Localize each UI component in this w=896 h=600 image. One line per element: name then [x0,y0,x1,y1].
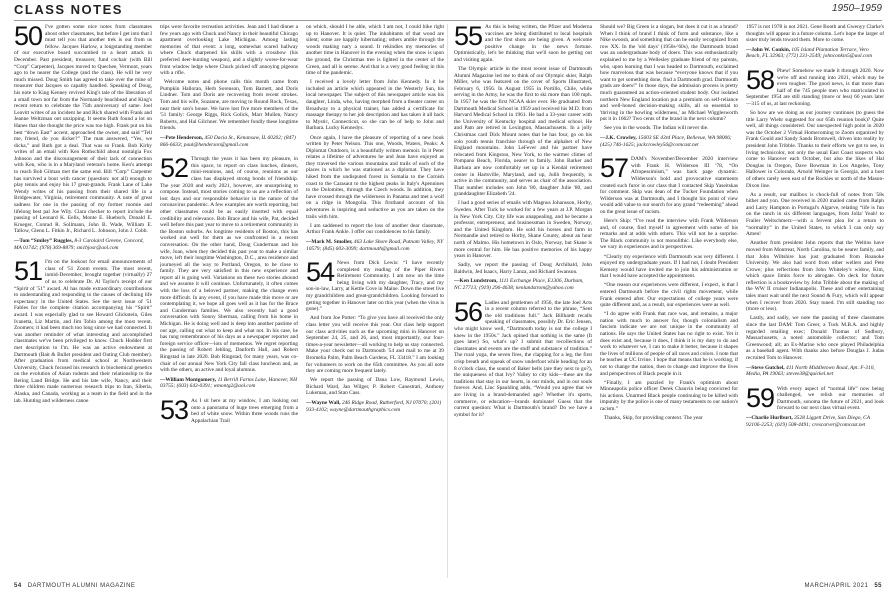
note-paragraph: See you in the woods. The Indian will never die. [604,125,709,132]
note-paragraph: And from Joe Potter: “To give you have all received the only class letter you will receive this year. Our class help support our class activities such as the upcoming mini in Hanover on September 24, 25, and 26, and, most importantly, our four-times-a-year newsletter—all working to help us stay connected. Make your check out to Dartmouth '54 and mail to me at 39 Bromelia Palm, Palm Beach Gardens, FL 33418.” I am looking for volunteers to work on the 65th committee. As you all note they are coming more frequent lately. [306,315,444,375]
note-paragraph: Welcome notes and phone calls this month came from Pumpkin Halloran, Herb Sorenson, Tom Barnett, and Doris Lindner. Tom and Doris are recovering from recent strokes. Tom and his wife, Suzanne, are moving to Round Rock, Texas, near their son's house. We have lost five more members of the '51 family: George Riggs, Rick Golick, Marr Mullen, Nancy Roberts, and Hal Gilchner. We remember fondly these longtime friends. [160,79,298,132]
note-paragraph: trips were favorite recreation activities. Jean and I had dinner a few years ago with Chuck and Nancy in their beautiful Chicago apartment overlooking Lake Michigan. Among lasting memories of that event: a long, somewhat scared hallway where Chuck sharpened his skills with a crossbow (his preferred deer-hunting weapon), and a slightly worse-for-wear front window ledge where Chuck picked off annoying pigeons with a rifle. [160,24,298,77]
note-paragraph: As this is being written, the Pfizer and Moderna vaccines are being distributed to local hospitals and the first shots are being given. A welcome positive change in the news fortune. Optimistically, let's be thinking that we'll soon be getting out and visiting again. [454,24,592,63]
correspondent-name: —Wayne Wall, [306,399,341,406]
note-paragraph: The Olympic article in the most recent issue of Dartmouth Alumni Magazine led me to think of our Olympic skier, Ralph Miller, who was featured on the cover of Sports Illustrated, February 6, 1956. In August 1955 in Portillo, Chile, while serving in the Army, he was the first to ski more than 100 mph. In 1957 he was the first NCAA skier ever. He graduated from Dartmouth Medical School in 1959 and received his M.D. from Harvard Medical School in 1961. He had a 33-year career with the University of Kentucky hospital and medical school. He and Pam are retired in Lexington, Massachusetts. In a jolly Christmas card Dick Mount notes that he has four, go on his solo youth tennis franchise through of the alphabet of New England mountains. John LeFever and his partner have relocated from Kingston, New York, to the warmer climes of Pompano Beach, Florida, nearer to family. John Barker and Barbara are now comfortably set up in a Kendal retirement center in Hartsville, Maryland, and up, Julih frequently, is active in the community, and serves as chair of the association. That number includes son John '80, daughter Julie '80, and granddaughter Elizabeth '24. [454,66,592,198]
class-numeral-51: 51 [14,256,43,287]
note-paragraph: I received a lovely letter from John Kennedy. In it he included an article which appeared in the Westerly Sun, his local newspaper. The subject of this newspaper article was his daughter, Linda, who, having morphed from a theater career on Broadway to a physical trainer, has added a certificate for massage therapy to her job description and has taken it all back to Mystic, Connecticut, so she can be of help to John and Barbara. Lucky Kennedys. [306,79,444,132]
note-paragraph: “Clearly my experience with Dartmouth was very different. I enjoyed my undergraduate years. If I had not, I doubt President Kemeny would have invited me to join his administration or that I would have accepted the appointment. [600,253,738,280]
correspondent-name: —J.K. Crowley, [600,135,637,141]
correspondent-name: —Pete Henderson, [160,135,204,141]
column-4 [454,24,592,579]
correspondent-address: 105 Island Plantation Terrace, Vero Beach, FL 32963; (772) 231-2549; johnconkin5@aol.com [746,46,872,60]
correspondent-name: —Charlie Hurlburt, [746,415,793,422]
note-paragraph: I am saddened to report the loss of another dear classmate, Arthur Frank Ankle. I offer our condolences to his family. [306,222,444,236]
correspondent-address: 246 Ridge Road, Rutherford, NJ 07070; (201) 933-4102; wayne@dartmouthgraphics.com [306,399,442,413]
issue-date: MARCH/APRIL 2021 [804,583,869,589]
correspondent-name: —Tom “Smiley” Ruggles, [14,238,73,244]
correspondent-address: 411 North Middletown Road, Apt. F-310, Media, PA 19063; stevee38@quickel.net [746,364,875,378]
note-paragraph: Sadly, we report the passing of Doug Archibald, John Baldwin, Jed Isaacs, Harry Lanza, and Richard Swanson. [454,262,592,275]
correspondent-signature [160,377,298,390]
column-2 [160,24,298,579]
note-paragraph: As I sit here at my window, I am looking out onto a panorama of huge trees emerging from a bed of white snow. Within three woods runs the Appalachian Trail [191,397,298,424]
note-paragraph: I'm on the lookout for email announcements of class of '51 Zoom events. The most recent, inmid-December, brought together (virtually) 27 of us to celebrate Dr. Al Taylor's receipt of our “Spirit of '51” award. Al has made extraordinary contributions to understanding and responding to the causes of declining life expectancy in the United States. See the next issue of '51 Fables for the complete citation accompanying his “Spirit” award. I was especially glad to see Howard Glickstein, Giles Ivanetta, Liz Martin, and Jim Tobin among the most recent. Zoomers; it had been much too long since we had connected. It was another reminder of what interesting and accomplished classmates we've been privileged to know. Chuck Hodder first met description to I'm. He was an active endowment at Dartmouth (Bait & Bullet president and Outing Club member). After graduation from medical school at Northwestern University, Chuck focused his research in biochemical genetics on the evolution of Asian rodents and their relationship to the Bering Land Bridge. He and his late wife, Nancy, and their three children made numerous research trips to Iran, Siberia, Alaska, and Canada, working as a team in the field and in the lab. Hunting and wilderness canoe [14,259,152,404]
column-5 [600,24,738,579]
correspondent-signature [454,278,592,291]
note-paragraph: As a result, our mailbox is chock-full of notes from '58s hither and yon. One received in 2020 mailed came from Ralph and Larry Hampton in Portugal's Algarve, relating “life is fun on the ranch in six different languages, from Jolla' Yeah! to Frailer Weltschmerz—with a fervent plea for a return to “normality” in the United States, to which I can only say Amen! [746,191,884,238]
correspondent-address: 11 Berrill Farms Lane, Hanover, NH 03755; (603) 643-0391; wmontg2@aol.com [160,376,297,390]
note-paragraph: Lastly, and sadly, we note the passing of three classmates since the last DAM: Tom Greer, a Tuck M.B.A. and highly regarded retailing exec; Donald Thomas of Sudbury, Massachusetts, a noted automobile collector; and Tom Greenwood; all; an Ex-Marine who once played Philadelphia as a baseball agent. With thanks also before Douglas J. Judas recruited Tom to Hanover. [746,315,884,361]
class-numeral-57: 57 [600,153,629,184]
correspondent-signature [746,415,884,428]
column-3 [306,24,444,579]
note-paragraph: Phew! Somehow we made it through 2020. Now we're off and running into 2021, which may be even tougher. The good news, is that more than half of the 745 people men who matriculated in September 1954 are still standing (more or less) 66 years later—315 of us, at last reckoning. [746,67,884,107]
class-numeral-58: 58 [746,64,775,95]
correspondent-address: 450 Dacia St., Kenansaw, IL 60202; (847) 866-6633; paul@henderson@gmail.com [160,135,296,148]
class-numeral-52: 52 [160,153,189,184]
note-paragraph: We report the passing of Dana Low, Raymond Lewis, Richard Ward, Jan Wilger, P. Robert Canestrari, Anthony Lukeman, and Stan Cass. [306,377,444,397]
page-gutter [447,24,448,578]
magazine-name: DARTMOUTH ALUMNI MAGAZINE [27,583,136,589]
note-paragraph: Ladies and gentlemen of 1956, the late Joel Acts in a recent column referred to the phrase, “Sent the old traditions full.” Jack Billhardt recalls speaking of classmates, possibly Dr. Eric Jensen, who might know well, “Dartmouth today is not the college I knew in the 1950s.” Jack opined that nothing is the same (It goes later) So, what's up? I submit that recollections of classmates and events are the stuff and substance of tradition.” The rural yoga, the seven fires, the clapping for a leg, the first crisp breath and squeak of snow underfoot while heading for an 8 o'clock class, the sound of Baker bells (are they next to go?), the uniqueness of that Ivy? Valley to city kids—these are the traditions that stay in our hearts, in our minds, and in our souls forever. And, Linc Spaulding adds, “Would you agree that we are living in a brand-demanded age? Whether it's sports, commerce, or education—brands dominate! Guess that the current question: What is Dartmouth's brand? Do we have a symbol for it? [454,299,592,418]
note-paragraph: So how are we doing as our journey continues (to guess the title Larry Wiehr suggested for our 65th reunion book)? Quite well, all things considered. Our unexpected high point in 2020 was the October 2 Virtual Homecoming to Zoom organized by Frank Gould and Sandy Sands Bromwell, driven into reality by president John Tribble. Thanks to their efforts we got to see, in living technicolor, not only the usual East Coast suspects who come to Hanover each October, but also the likes of Hal Douglas in Oregon, Dave Bowman in Los Angeles, Tony Hallower in Colorado, Arnold Weinger in Georgia, and a host of others rarely seen east of the Rockies or north of the Mason-Dixon line. [746,110,884,189]
note-paragraph: Thanks, Skip, for providing context. The year [604,415,703,422]
note-paragraph: News from Dick Lewis: “I have recently completed my reading of the Piper Rivers Retirement Community. I am now on the time being living with my daughter, Tracy, and my son-in-law, Larry, at Kettle Cove in Maine. Down the street live my grandchildren and great-grandchildren. Looking forward to getting together in Hanover later on this year (when the virus is gone).” [306,260,444,313]
class-year-range: 1950–1959 [831,3,882,14]
correspondent-signature [600,135,738,148]
correspondent-name: —Mark M. Smoller, [306,238,353,245]
right-page-number: 55 [874,583,882,589]
correspondent-signature [306,239,444,252]
note-paragraph: on which, should I be able, which I am not, I could hike right up to Hanover. It is quiet. The inhabitants of that wood are silent; some are happily hibernating; others amble through the woods making nary a sound. It rekindles my memories of another time in Hanover in the evening when the snow is upon the ground, the Christmas tree is lighted in the center of the Green, and all is serene. And that is a very good feeling in this time of the pandemic. [306,24,444,77]
class-numeral-55: 55 [454,24,483,51]
correspondent-address: 8-3 Carolaird Greene, Concord, MA 01742; (978) 369-8879; sm1bjosr@aol.com [14,238,144,251]
note-paragraph: “I do agree with Frank that race was, and remains, a major nation with much to answer for, though colonialism and fascism indicate we are not unique in the community of nations. He says the United States has no right to exist. Yet it does exist and, because it does, I think it is my duty to do and work to whatever we, I can to make it better, because it shapes the lives of millions of people of all races and colors. I note that he teaches at UC Irvine. I hope that means that he is working, if not to change the nation, then to change and improve the lives and perspectives of Black people in it. [600,311,738,377]
note-paragraph: With every aspect of “normal life” now being challenged, we relish our memories of Dartmouth, sonoma the future of 2021, and look forward to our next class virtual event. [777,385,884,412]
correspondent-address: 15603 SE 43rd Place, Bellevue, WA 98006; (425) 746-1625; jackcrowley56@comcast.net [600,135,732,148]
left-page-number: 54 [14,583,22,589]
note-paragraph: I've gotten some nice notes from classmates about other classmates, but before I get into that I must tell you that another trek is out from us fellow. Jacques Harlow, a longstanding member of our executive board succumbed to a heart attack in December. Past president, treasurer, fund cochair (with Bill “Corp” Carpenter), Jacques moved to Quechee, Vermont, years ago to be nearer the College (and the class). He will be very much missed. Doug Smith has agreed to take over the mine of treasurer that Jacques so capably handled. Speaking of Doug, his note to King Kenney revived King's tale of the liberation of a small town not far from the Normandy beachhead and King's recent return to celebrate the 75th anniversary of same. Joel Leavitt writes of an incident he and Rich shared with Frank and Jeanne Weltzman ont unzipping. It seems Ruth found a lot on Hanes that she thought the price was too high. Frank put on his best “down East” accent, approached the owner, and said “Tell me, friend, do you dicker?” The man answered, “Yes, we dicka,” and Ruth got a deal. That was so Frank. Bob Kirby writes of an email with Ken Rothschild about nostalgia Fox Johnson and the discouragement of their lack of connection with Ken, who is in a Maryland veteran's home. Ken's attempt to reach Bob Gilman met the same end. Bill “Corp” Carpenter has survived a bout with cancer (question: not all) enough to play tennis and enjoy his 17 great-grands. Frank Lane of Lake Wendy writes of his passing from their shared life in a Bridgewater, Virginia, retirement community. A note of great sadness for one in the passing of my former roomie and lifelong best pal Joe Wily. Clara checker to report include the passing of Leonard K. Eells, Monte E. Huebsch, Donald E. Krueger, Conrad R. Sollmann, John B. Wade, William E. Tallow, Glenn L. Fitkin Jr., Richard L. Johnson, John J. Cobb. [14,24,152,235]
header-rule [14,20,882,21]
note-paragraph: Another from president John reports that the Weltins have moved from Montreat, North Carolina, to be nearer family, and that John Wiltshire has just graduated from Roanoke University. We also had word from other wellers and Pete Crowe; plus reflections from John Whiteley's widow, Kim, which space limits force to abrogate. On deck for future reflection is a bookreview by John Tribble about the making of the WW II cruiser Indianapolis. These and other entertaining tales must wait until the next Sound & Fury, which will appear when I recover from 2020. Stay tuned. I'm still standing too (more or less). [746,240,884,313]
correspondent-signature [306,400,444,413]
column-1 [14,24,152,579]
class-numeral-59: 59 [746,382,775,413]
correspondent-name: —Steve Gutchel, [746,364,785,371]
note-paragraph: “Finally, I am puzzled by Frank's optimism about Minneapolis police officer Derek Chauvin being convicted for his actions. Unarmed Black people continuing to be killed with impunity by the police is one of many testaments to our nation's racism.” [600,379,738,413]
note-paragraph: “One reason our experiences were different, I expect, is that I entered Dartmouth before the civil rights movement, while Frank entered after. Our expectations of college years were quite different and, as a result, our experiences were as well. [600,282,738,309]
note-paragraph: Here's Skip: “I've read the interview with Frank Wilderson and, of course, find myself in agreement with some of his remarks and at odds with others. This will not be a surprise. The Black community is not monolithic. Like everybody else, we vary in experiences and in perspectives. [600,218,738,251]
note-paragraph: 1957 is not 1978 is not 2021. Gene Booth and Gwenyy Clarke's thoughts will appear in a future column. Let's hope the larger of sister truly lends toward them. More to come. [746,24,884,44]
correspondent-name: —Ken Lundstrom, [454,278,498,285]
class-numeral-53: 53 [160,394,189,425]
note-paragraph: Through the years it has been my pleasure, in this space, to report on class lunches, dinners, mini-reunions, and, of course, reunions as our class has displayed strong bonds of friendship. The year 2020 and early 2021, however, are unsurprising to compose. Instead, most stories coming to us are a reflection of lost days and our responsible behavior in the nature of the coronavirus pandemic. A few examples are worth reporting, but other classmates could be as easily inserted with equal credibility and relevance. Bob Brace and his wife, Pat, decided well before this past year to move to a retirement community in the Boston suburbs. As longtime residents of Boston, this has worked out well for them as we confronted in a recent conversation. On the other hand, Doug Cunderman and his wife, Joan, when they decided this past year to make a similar move, left their longtime Washington, D.C., area residence and journeyed all the way to Portland, Oregon, to be close to family. They are very satisfied in this new experience and report all is going well. Variations on these two stories abound and we assume it will continue. Unfortunately, it often comes with the loss of a beloved partner, making the change even more difficult. In any event, if you have made this move or are contemplating it, we hope all goes well as it has for the Brace and Cunderman families. We also recently had a good conversation with Sonny Sherman, calling from his home in Michigan. He is doing well and is deep into another pastime of our age, calling out what to keep and what not. In his case, he has rung remembrance of his days as a newspaper reporter and foreign service officer—lots of mementos. We regret reporting the passing of Robert Jebling, Danforth Hall, and Robert Ringstad in late 2020. Bob Ringstad, for many years, was co-chair of our annual New York City fall class luncheon and, as with the others, an active and loyal alumnus. [160,156,298,374]
correspondent-signature [746,47,884,60]
right-page-footer [805,583,883,589]
correspondent-address: 463 Lake Shore Road, Putnam Valley, NY 10579; (845) 603-3099; dartmouth@gmail.com [306,238,444,252]
note-paragraph: I had a good series of emails with Magnus Johansson, Horby, Sweden. After Tuck he worked for a few years at J.P. Morgan in New York City. City life was unappealing, and he became a professor, entrepreneur, and businessman in Sweden, Norway, and the United Kingdom. He sold his horses and farm in Normandie and retired to Horby, Skane County, about an hour north of Malmo. His hometown in Oslo, Norway, but Skane is more central for him. He has positive memories of his happy years in Hanover. [454,200,592,260]
column-6 [746,24,884,579]
correspondent-address: 3528 Liggett Drive, San Diego, CA 92106-2253; (619) 508-4491; crescarver@comcast.net [746,415,870,428]
correspondent-signature [14,238,152,251]
class-numeral-56: 56 [454,296,483,327]
left-page-footer [14,583,135,589]
note-paragraph: Once again, I have the pleasure of reporting of a new book written by Peter Nelson. This one, Woods, Waters, Peaks: A Diplomat Outdoors, is a beautifully written memoir. In it Peter relates a lifetime of adventures he and Jean have enjoyed as they traversed the various mountains and trails of each of the places in which he was stationed as a diplomat. They have hiked from the undisputed forest in Somalia to the Cornish coast to the Carasaut to the highest peaks in Italy's Apennines to the Dolomites, through the Czech woods. In addition, they have crossed through the wilderness in Panama and met a wolf on a ridge in Mongolia. This firsthand account of his adventures is inspiring and seductive as you are taken on the trails with him. [306,134,444,220]
correspondent-name: —William Montgomery, [160,376,217,383]
correspondent-signature [160,135,298,148]
note-paragraph: DAM's November/December 2020 interview with Frank H. Wilderson III '78, “On Afropessimism,” was back page dynamic. Wilderson's bold and provocative statements created such furor in our class that I contacted Skip Yaseitskas for comment. Skip was dean of the Tucker Foundation when Wilderson was at Dartmouth, and I thought his point of view would add value to our search for any grand “redeeming” ahead on the great issue of racism. [600,156,738,215]
correspondent-address: 1111 Exchange Place, E1306, Durham, NC 27713; (919) 296-4638; kenlundstrom@yahoo.com [454,278,584,292]
correspondent-signature [746,365,884,378]
correspondent-name: —John W. Conkin, [746,46,791,53]
page-header [0,0,896,22]
note-paragraph: Should we? Big Green is a slogan, but does it cut it as a brand? When I think of brand I think of form and substance, like a Nike swoosh, and something that can be easily recognized from row XX. In the 'old days' (1950s-'60s), the Dartmouth brand was an undergraduate body of doers. This was enthusiastically explained to me by a Wellesley graduate friend of my parents, who, upon learning that I was headed to Dartmouth, exclaimed how marvelous that was because “everyone knows that if you want to get something done, find a Dartmouth grad. Dartmouth grads are doers!” In those days, the admission process is pretty much guaranteed an action-oriented student body. Our isolated northern New England location put a premium on self-reliance and well-honed decision-making skills, all so essential to 'thriving in the howling wilderness,' as Michael Wigglesworth put it in 1662? Two cents of the brand in the next column? [600,24,738,123]
class-numeral-54: 54 [306,257,335,288]
section-title: CLASS NOTES [14,2,123,17]
class-numeral-50: 50 [14,24,43,51]
